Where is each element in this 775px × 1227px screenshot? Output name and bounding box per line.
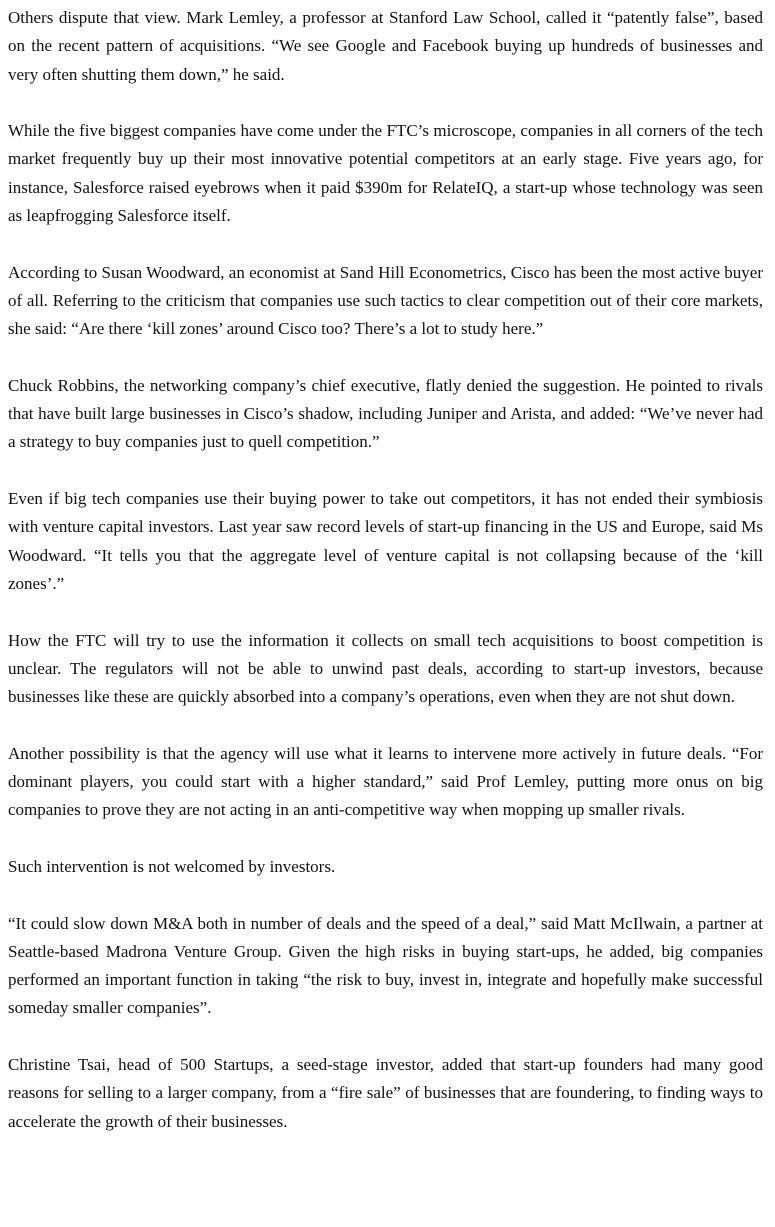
paragraph: Christine Tsai, head of 500 Startups, a seed-stage investor, added that start-up founders had many good reasons for selling to a larger company, from a “fire sale” of businesses that are foundering, to finding ways to accelerate the growth of their businesses. <box>8 1054 763 1131</box>
paragraph: Another possibility is that the agency will use what it learns to intervene more actively in future deals. “For dominant players, you could start with a higher standard,” said Prof Lemley, putting more onus on big companies to prove they are not acting in an anti-competitive way when mopping up smaller rivals. <box>8 743 763 820</box>
paragraph: How the FTC will try to use the information it collects on small tech acquisitions to boost competition is unclear. The regulators will not be able to unwind past deals, according to start-up investors, because businesses like these are quickly absorbed into a company’s operations, even when they are not shut down. <box>8 630 763 707</box>
paragraph: According to Susan Woodward, an economist at Sand Hill Econometrics, Cisco has been the most active buyer of all. Referring to the criticism that companies use such tactics to clear competition out of their core markets, she said: “Are there ‘kill zones’ around Cisco too? There’s a lot to study here.” <box>8 262 763 339</box>
paragraph: Even if big tech companies use their buying power to take out competitors, it has not ended their symbiosis with venture capital investors. Last year saw record levels of start-up financing in the US and Europe, said Ms Woodward. “It tells you that the aggregate level of venture capital is not collapsing because of the ‘kill zones’.” <box>8 489 763 593</box>
paragraph: “It could slow down M&A both in number of deals and the speed of a deal,” said Matt McIlwain, a partner at Seattle-based Madrona Venture Group. Given the high risks in buying start-ups, he added, big companies performed an important function in taking “the risk to buy, invest in, integrate and hopefully make successful someday smaller companies”. <box>8 913 763 1018</box>
paragraph: Such intervention is not welcomed by investors. <box>8 856 336 876</box>
paragraph: Others dispute that view. Mark Lemley, a professor at Stanford Law School, called it “patently false”, based on the recent pattern of acquisitions. “We see Google and Facebook buying up hundreds of businesses and very often shutting them down,” he said. <box>8 8 763 84</box>
paragraph: Chuck Robbins, the networking company’s chief executive, flatly denied the suggestion. He pointed to rivals that have built large businesses in Cisco’s shadow, including Juniper and Arista, and added: “We’ve never had a strategy to buy companies just to quell competition.” <box>8 375 763 452</box>
paragraph: While the five biggest companies have come under the FTC’s microscope, companies in all corners of the tech market frequently buy up their most innovative potential competitors at an early stage. Five years ago, for instance, Salesforce raised eyebrows when it paid $390m for RelateIQ, a start-up whose technology was seen as leapfrogging Salesforce itself. <box>8 121 763 226</box>
